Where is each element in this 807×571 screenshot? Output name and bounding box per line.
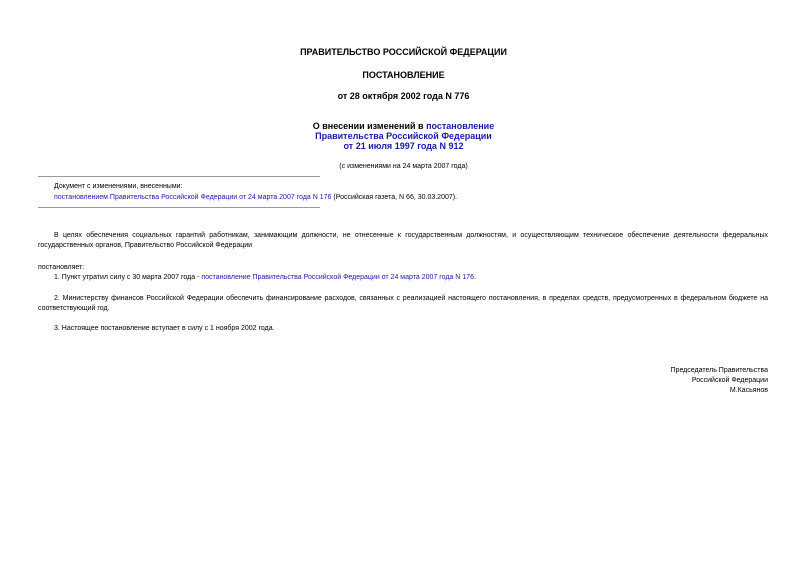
signature-position: Председатель Правительства	[670, 367, 768, 374]
item-1-suffix: .	[473, 274, 476, 281]
decree-word: постановляет:	[38, 264, 85, 271]
title-prefix: О внесении изменений в	[312, 121, 427, 131]
document-title	[200, 121, 607, 151]
preamble-paragraph: В целях обеспечения социальных гарантий работникам, занимающим должности, не отнесенные к государственным должностям, и осуществляющим техническое обеспечение деятельности федеральных государственных органов, Правительство Российской Федерации	[38, 232, 768, 249]
issuing-authority: ПРАВИТЕЛЬСТВО РОССИЙСКОЙ ФЕДЕРАЦИИ	[300, 47, 507, 57]
divider-top	[38, 176, 320, 177]
amendment-note: (с изменениями на 24 марта 2007 года)	[339, 163, 468, 170]
document-type: ПОСТАНОВЛЕНИЕ	[362, 70, 445, 80]
changes-block	[54, 181, 754, 203]
item-1-link[interactable]: постановление Правительства Российской Федерации от 24 марта 2007 года N 176	[201, 274, 474, 281]
signature-block	[568, 366, 768, 396]
divider-bottom	[38, 207, 320, 208]
changes-source: (Российская газета, N 66, 30.03.2007).	[331, 194, 458, 201]
title-link-part2[interactable]: Правительства Российской Федерации	[315, 131, 492, 141]
title-link-part3[interactable]: от 21 июля 1997 года N 912	[343, 141, 464, 151]
item-2: 2. Министерству финансов Российской Федерации обеспечить финансирование расходов, связанных с реализацией настоящего постановления, в пределах средств, предусмотренных в федеральном бюджете на соответствующий год.	[38, 295, 768, 312]
changes-link[interactable]: постановлением Правительства Российской Федерации от 24 марта 2007 года N 176	[54, 194, 332, 201]
item-1	[38, 273, 768, 283]
changes-intro: Документ с изменениями, внесенными:	[54, 183, 183, 190]
signature-name: М.Касьянов	[729, 387, 768, 394]
signature-organization: Российской Федерации	[691, 377, 768, 384]
item-1-text: 1. Пункт утратил силу с 30 марта 2007 года -	[54, 274, 202, 281]
title-link-part1[interactable]: постановление	[426, 121, 495, 131]
item-3: 3. Настоящее постановление вступает в силу с 1 ноября 2002 года.	[54, 325, 275, 332]
changes-reference	[54, 192, 754, 203]
document-date: от 28 октября 2002 года N 776	[337, 91, 470, 101]
